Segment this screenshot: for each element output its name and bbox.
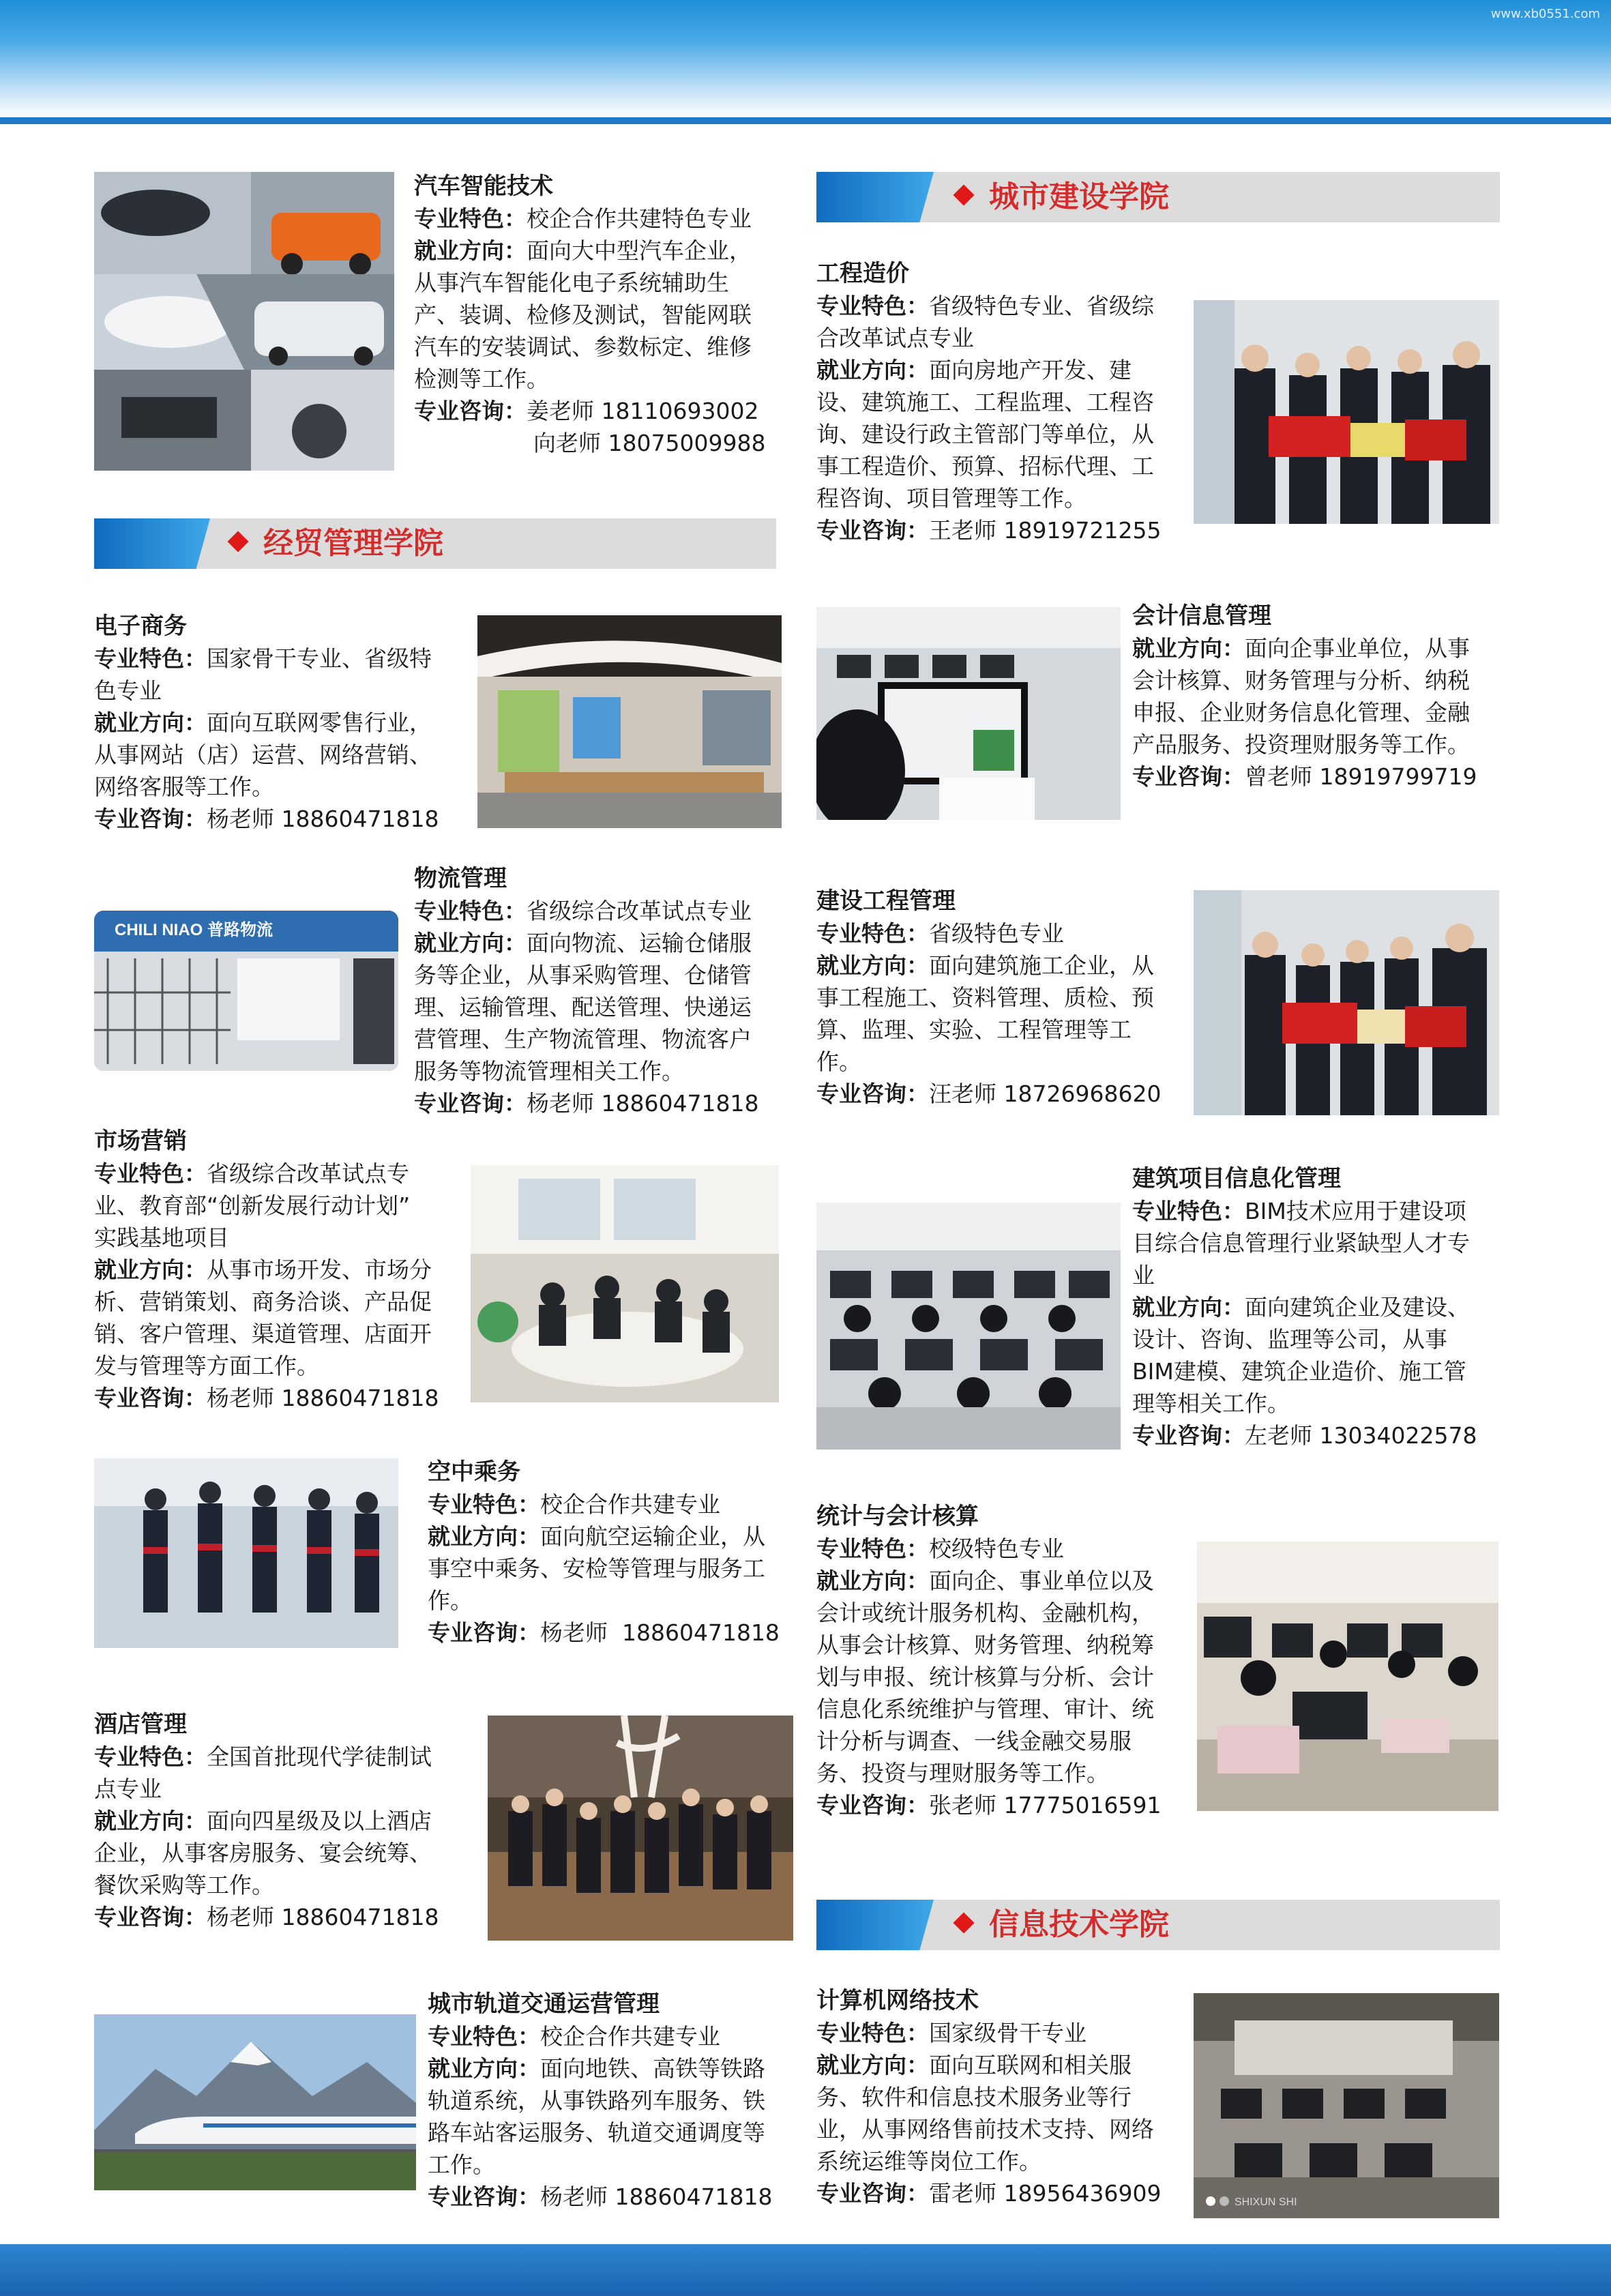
direction-text: 务、软件和信息技术服务业等行 [816, 2084, 1132, 2110]
contact-label: 专业咨询： [816, 1792, 929, 1819]
major-title: 会计信息管理 [1132, 602, 1271, 630]
major-title: 城市轨道交通运营管理 [428, 1990, 660, 2018]
major-kuaiji [1132, 600, 1514, 793]
direction-text: 理等相关工作。 [1132, 1390, 1290, 1417]
direction-text: 系统运维等岗位工作。 [816, 2148, 1041, 2175]
contact-label: 专业咨询： [1132, 763, 1245, 790]
major-title: 酒店管理 [94, 1711, 187, 1738]
photo-wuliu [94, 911, 398, 1071]
direction-text: 发与管理等方面工作。 [94, 1353, 319, 1379]
major-guidao [428, 1988, 810, 2213]
direction-text: 路车站客运服务、轨道交通调度等 [428, 2119, 765, 2146]
major-title: 汽车智能技术 [414, 173, 553, 200]
photo-gongcheng [1194, 300, 1499, 524]
direction-text: 面向大中型汽车企业， [527, 237, 752, 264]
feature-label: 专业特色： [1132, 1198, 1245, 1224]
contact-text: 雷老师 18956436909 [929, 2180, 1162, 2207]
contact-text: 杨老师 18860471818 [207, 1904, 439, 1930]
contact-label: 专业咨询： [414, 398, 527, 424]
direction-text: 从事市场开发、市场分 [207, 1256, 432, 1283]
major-title: 建筑项目信息化管理 [1132, 1165, 1341, 1192]
major-title: 市场营销 [94, 1128, 187, 1155]
direction-label: 就业方向： [414, 930, 527, 956]
contact-label: 专业咨询： [428, 2183, 540, 2210]
major-title: 工程造价 [816, 260, 909, 287]
direction-text: 面向四星级及以上酒店 [207, 1808, 432, 1834]
photo-qiche [94, 172, 394, 471]
direction-text: 从事汽车智能化电子系统辅助生 [414, 269, 729, 296]
direction-text: 营管理、生产物流管理、物流客户 [414, 1026, 752, 1053]
feature-label: 专业特色： [428, 1491, 540, 1518]
photo-tongji [1197, 1542, 1498, 1811]
direction-label: 就业方向： [428, 2055, 540, 2082]
contact-text: 姜老师 18110693002 [527, 398, 759, 424]
major-qiche [414, 171, 796, 459]
contact-text: 杨老师 18860471818 [207, 806, 439, 832]
feature-text: 目综合信息管理行业紧缺型人才专 [1132, 1230, 1470, 1256]
major-wuliu [414, 863, 796, 1119]
direction-text: 服务等物流管理相关工作。 [414, 1058, 684, 1085]
major-title: 物流管理 [414, 865, 507, 892]
direction-text: 算、监理、实验、工程管理等工 [816, 1016, 1132, 1043]
direction-text: 工作。 [428, 2151, 495, 2178]
contact-text: 杨老师 18860471818 [540, 1619, 780, 1646]
contact-text: 杨老师 18860471818 [207, 1385, 439, 1411]
direction-text: 面向互联网零售行业， [207, 709, 432, 736]
feature-text: 业 [1132, 1262, 1155, 1289]
contact-text: 王老师 18919721255 [929, 517, 1162, 544]
photo-kongzhong [94, 1458, 398, 1648]
photo-jisuanji [1194, 1993, 1499, 2218]
contact-text: 向老师 18075009988 [533, 430, 766, 456]
feature-label: 专业特色： [94, 1743, 207, 1770]
direction-text: 汽车的安装调试、参数标定、维修 [414, 334, 752, 360]
feature-text: 国家级骨干专业 [929, 2020, 1087, 2046]
contact-label: 专业咨询： [428, 1619, 540, 1646]
direction-text: 轨道系统，从事铁路列车服务、铁 [428, 2087, 765, 2114]
feature-label: 专业特色： [428, 2023, 540, 2050]
feature-text: 省级综合改革试点专 [207, 1160, 409, 1187]
direction-text: 事空中乘务、安检等管理与服务工 [428, 1555, 765, 1582]
direction-text: 面向互联网和相关服 [929, 2052, 1132, 2078]
major-shichang [94, 1125, 476, 1414]
feature-text: 校企合作共建专业 [540, 2023, 720, 2050]
direction-label: 就业方向： [428, 1523, 540, 1550]
direction-text: 面向房地产开发、建 [929, 357, 1132, 383]
feature-label: 专业特色： [816, 293, 929, 319]
photo-guidao [94, 2014, 416, 2190]
section-header-jingmao [94, 518, 776, 569]
section-header-xinxi [816, 1900, 1500, 1950]
contact-text: 汪老师 18726968620 [929, 1080, 1162, 1107]
feature-text: 色专业 [94, 677, 162, 704]
feature-text: 业、教育部“创新发展行动计划” [94, 1192, 411, 1219]
direction-text: 业，从事网络售前技术支持、网络 [816, 2116, 1154, 2143]
direction-text: 面向建筑企业及建设、 [1245, 1294, 1470, 1321]
contact-label: 专业咨询： [94, 1385, 207, 1411]
direction-text: 务、投资与理财服务等工作。 [816, 1760, 1109, 1786]
direction-text: 程咨询、项目管理等工作。 [816, 485, 1087, 512]
feature-text: 省级综合改革试点专业 [527, 898, 752, 924]
direction-text: 询、建设行政主管部门等单位，从 [816, 421, 1154, 447]
contact-label: 专业咨询： [1132, 1422, 1245, 1449]
section-title: 信息技术学院 [989, 1907, 1169, 1942]
major-title: 建设工程管理 [816, 887, 956, 915]
photo-shichang [471, 1165, 779, 1402]
contact-label: 专业咨询： [94, 806, 207, 832]
section-header-chengshi [816, 172, 1500, 222]
direction-text: 析、营销策划、商务洽谈、产品促 [94, 1289, 432, 1315]
photo-jiudian [488, 1716, 793, 1941]
direction-text: 企业，从事客房服务、宴会统筹、 [94, 1840, 432, 1866]
major-title: 统计与会计核算 [816, 1503, 979, 1530]
direction-text: 面向航空运输企业，从 [540, 1523, 765, 1550]
section-title: 城市建设学院 [989, 179, 1169, 214]
direction-text: BIM建模、建筑企业造价、施工管 [1132, 1358, 1466, 1385]
direction-text: 销、客户管理、渠道管理、店面开 [94, 1321, 432, 1347]
direction-label: 就业方向： [414, 237, 527, 264]
major-dianzi [94, 610, 476, 835]
contact-text: 张老师 17775016591 [929, 1792, 1162, 1819]
contact-text: 曾老师 18919799719 [1245, 763, 1477, 790]
feature-label: 专业特色： [414, 205, 527, 232]
direction-label: 就业方向： [816, 357, 929, 383]
direction-text: 面向建筑施工企业，从 [929, 952, 1154, 979]
feature-text: 校级特色专业 [929, 1535, 1064, 1562]
direction-label: 就业方向： [1132, 1294, 1245, 1321]
direction-text: 面向物流、运输仓储服 [527, 930, 752, 956]
feature-text: 校企合作共建专业 [540, 1491, 720, 1518]
section-title: 经贸管理学院 [263, 526, 443, 561]
feature-text: 校企合作共建特色专业 [527, 205, 752, 232]
direction-text: 划与申报、统计核算与分析、会计 [816, 1664, 1154, 1690]
direction-text: 产、装调、检修及测试，智能网联 [414, 301, 752, 328]
direction-text: 会计核算、财务管理与分析、纳税 [1132, 667, 1470, 694]
direction-text: 设、建筑施工、工程监理、工程咨 [816, 389, 1154, 415]
major-title: 空中乘务 [428, 1458, 520, 1486]
feature-label: 专业特色： [94, 645, 207, 672]
direction-label: 就业方向： [816, 952, 929, 979]
contact-text: 左老师 13034022578 [1245, 1422, 1477, 1449]
contact-label: 专业咨询： [414, 1090, 527, 1117]
direction-text: 设计、咨询、监理等公司，从事 [1132, 1326, 1447, 1353]
direction-text: 产品服务、投资理财服务等工作。 [1132, 731, 1470, 758]
direction-text: 申报、企业财务信息化管理、金融 [1132, 699, 1470, 726]
direction-label: 就业方向： [816, 2052, 929, 2078]
contact-label: 专业咨询： [816, 517, 929, 544]
feature-text: 省级特色专业、省级综 [929, 293, 1154, 319]
photo-kuaiji [816, 607, 1121, 820]
major-jiudian [94, 1709, 476, 1933]
direction-label: 就业方向： [816, 1568, 929, 1594]
major-kongzhong [428, 1456, 803, 1649]
direction-text: 面向地铁、高铁等铁路 [540, 2055, 765, 2082]
contact-text: 杨老师 18860471818 [527, 1090, 759, 1117]
direction-text: 餐饮采购等工作。 [94, 1872, 274, 1898]
direction-label: 就业方向： [94, 709, 207, 736]
feature-label: 专业特色： [816, 1535, 929, 1562]
bottom-banner [0, 2244, 1611, 2296]
feature-text: 省级特色专业 [929, 920, 1064, 947]
feature-text: BIM技术应用于建设项 [1245, 1198, 1466, 1224]
contact-label: 专业咨询： [816, 2180, 929, 2207]
major-jisuanji [816, 1985, 1198, 2209]
direction-text: 检测等工作。 [414, 366, 549, 392]
direction-text: 网络客服等工作。 [94, 774, 274, 800]
top-divider-line [0, 117, 1611, 124]
direction-text: 从事网站（店）运营、网络营销、 [94, 741, 432, 768]
feature-label: 专业特色： [94, 1160, 207, 1187]
direction-text: 面向企事业单位，从事 [1245, 635, 1470, 662]
contact-label: 专业咨询： [94, 1904, 207, 1930]
direction-label: 就业方向： [94, 1808, 207, 1834]
photo-dianzi [477, 615, 782, 828]
diamond-icon [953, 184, 974, 205]
contact-text: 杨老师 18860471818 [540, 2183, 773, 2210]
direction-text: 事工程造价、预算、招标代理、工 [816, 453, 1154, 480]
feature-label: 专业特色： [816, 920, 929, 947]
major-title: 电子商务 [94, 613, 187, 640]
feature-label: 专业特色： [816, 2020, 929, 2046]
direction-text: 会计或统计服务机构、金融机构， [816, 1600, 1154, 1626]
major-jianshe [816, 885, 1198, 1110]
feature-text: 点专业 [94, 1776, 162, 1802]
top-banner [0, 0, 1611, 117]
feature-text: 国家骨干专业、省级特 [207, 645, 432, 672]
diamond-icon [227, 531, 248, 552]
direction-text: 从事会计核算、财务管理、纳税筹 [816, 1632, 1154, 1658]
feature-text: 全国首批现代学徒制试 [207, 1743, 432, 1770]
direction-text: 计分析与调查、一线金融交易服 [816, 1728, 1132, 1754]
watermark: www.xb0551.com [1490, 7, 1600, 21]
photo-jianzhu [816, 1203, 1121, 1449]
contact-label: 专业咨询： [816, 1080, 929, 1107]
feature-text: 实践基地项目 [94, 1224, 229, 1251]
direction-text: 理、运输管理、配送管理、快递运 [414, 994, 752, 1020]
direction-text: 作。 [816, 1048, 861, 1075]
major-jianzhu [1132, 1163, 1514, 1452]
direction-text: 面向企、事业单位以及 [929, 1568, 1154, 1594]
direction-text: 信息化系统维护与管理、审计、统 [816, 1696, 1154, 1722]
major-tongji [816, 1501, 1198, 1821]
direction-text: 作。 [428, 1587, 473, 1614]
major-gongcheng [816, 258, 1198, 546]
photo-sign-text: SHIXUN SHI [1235, 2196, 1297, 2208]
photo-jianshe [1194, 890, 1499, 1115]
feature-label: 专业特色： [414, 898, 527, 924]
diamond-icon [953, 1912, 974, 1933]
direction-label: 就业方向： [94, 1256, 207, 1283]
direction-text: 事工程施工、资料管理、质检、预 [816, 984, 1154, 1011]
direction-text: 务等企业，从事采购管理、仓储管 [414, 962, 752, 988]
major-title: 计算机网络技术 [816, 1987, 979, 2014]
direction-label: 就业方向： [1132, 635, 1245, 662]
feature-text: 合改革试点专业 [816, 325, 974, 351]
photo-sign-text: CHILI NIAO 普路物流 [115, 921, 273, 939]
